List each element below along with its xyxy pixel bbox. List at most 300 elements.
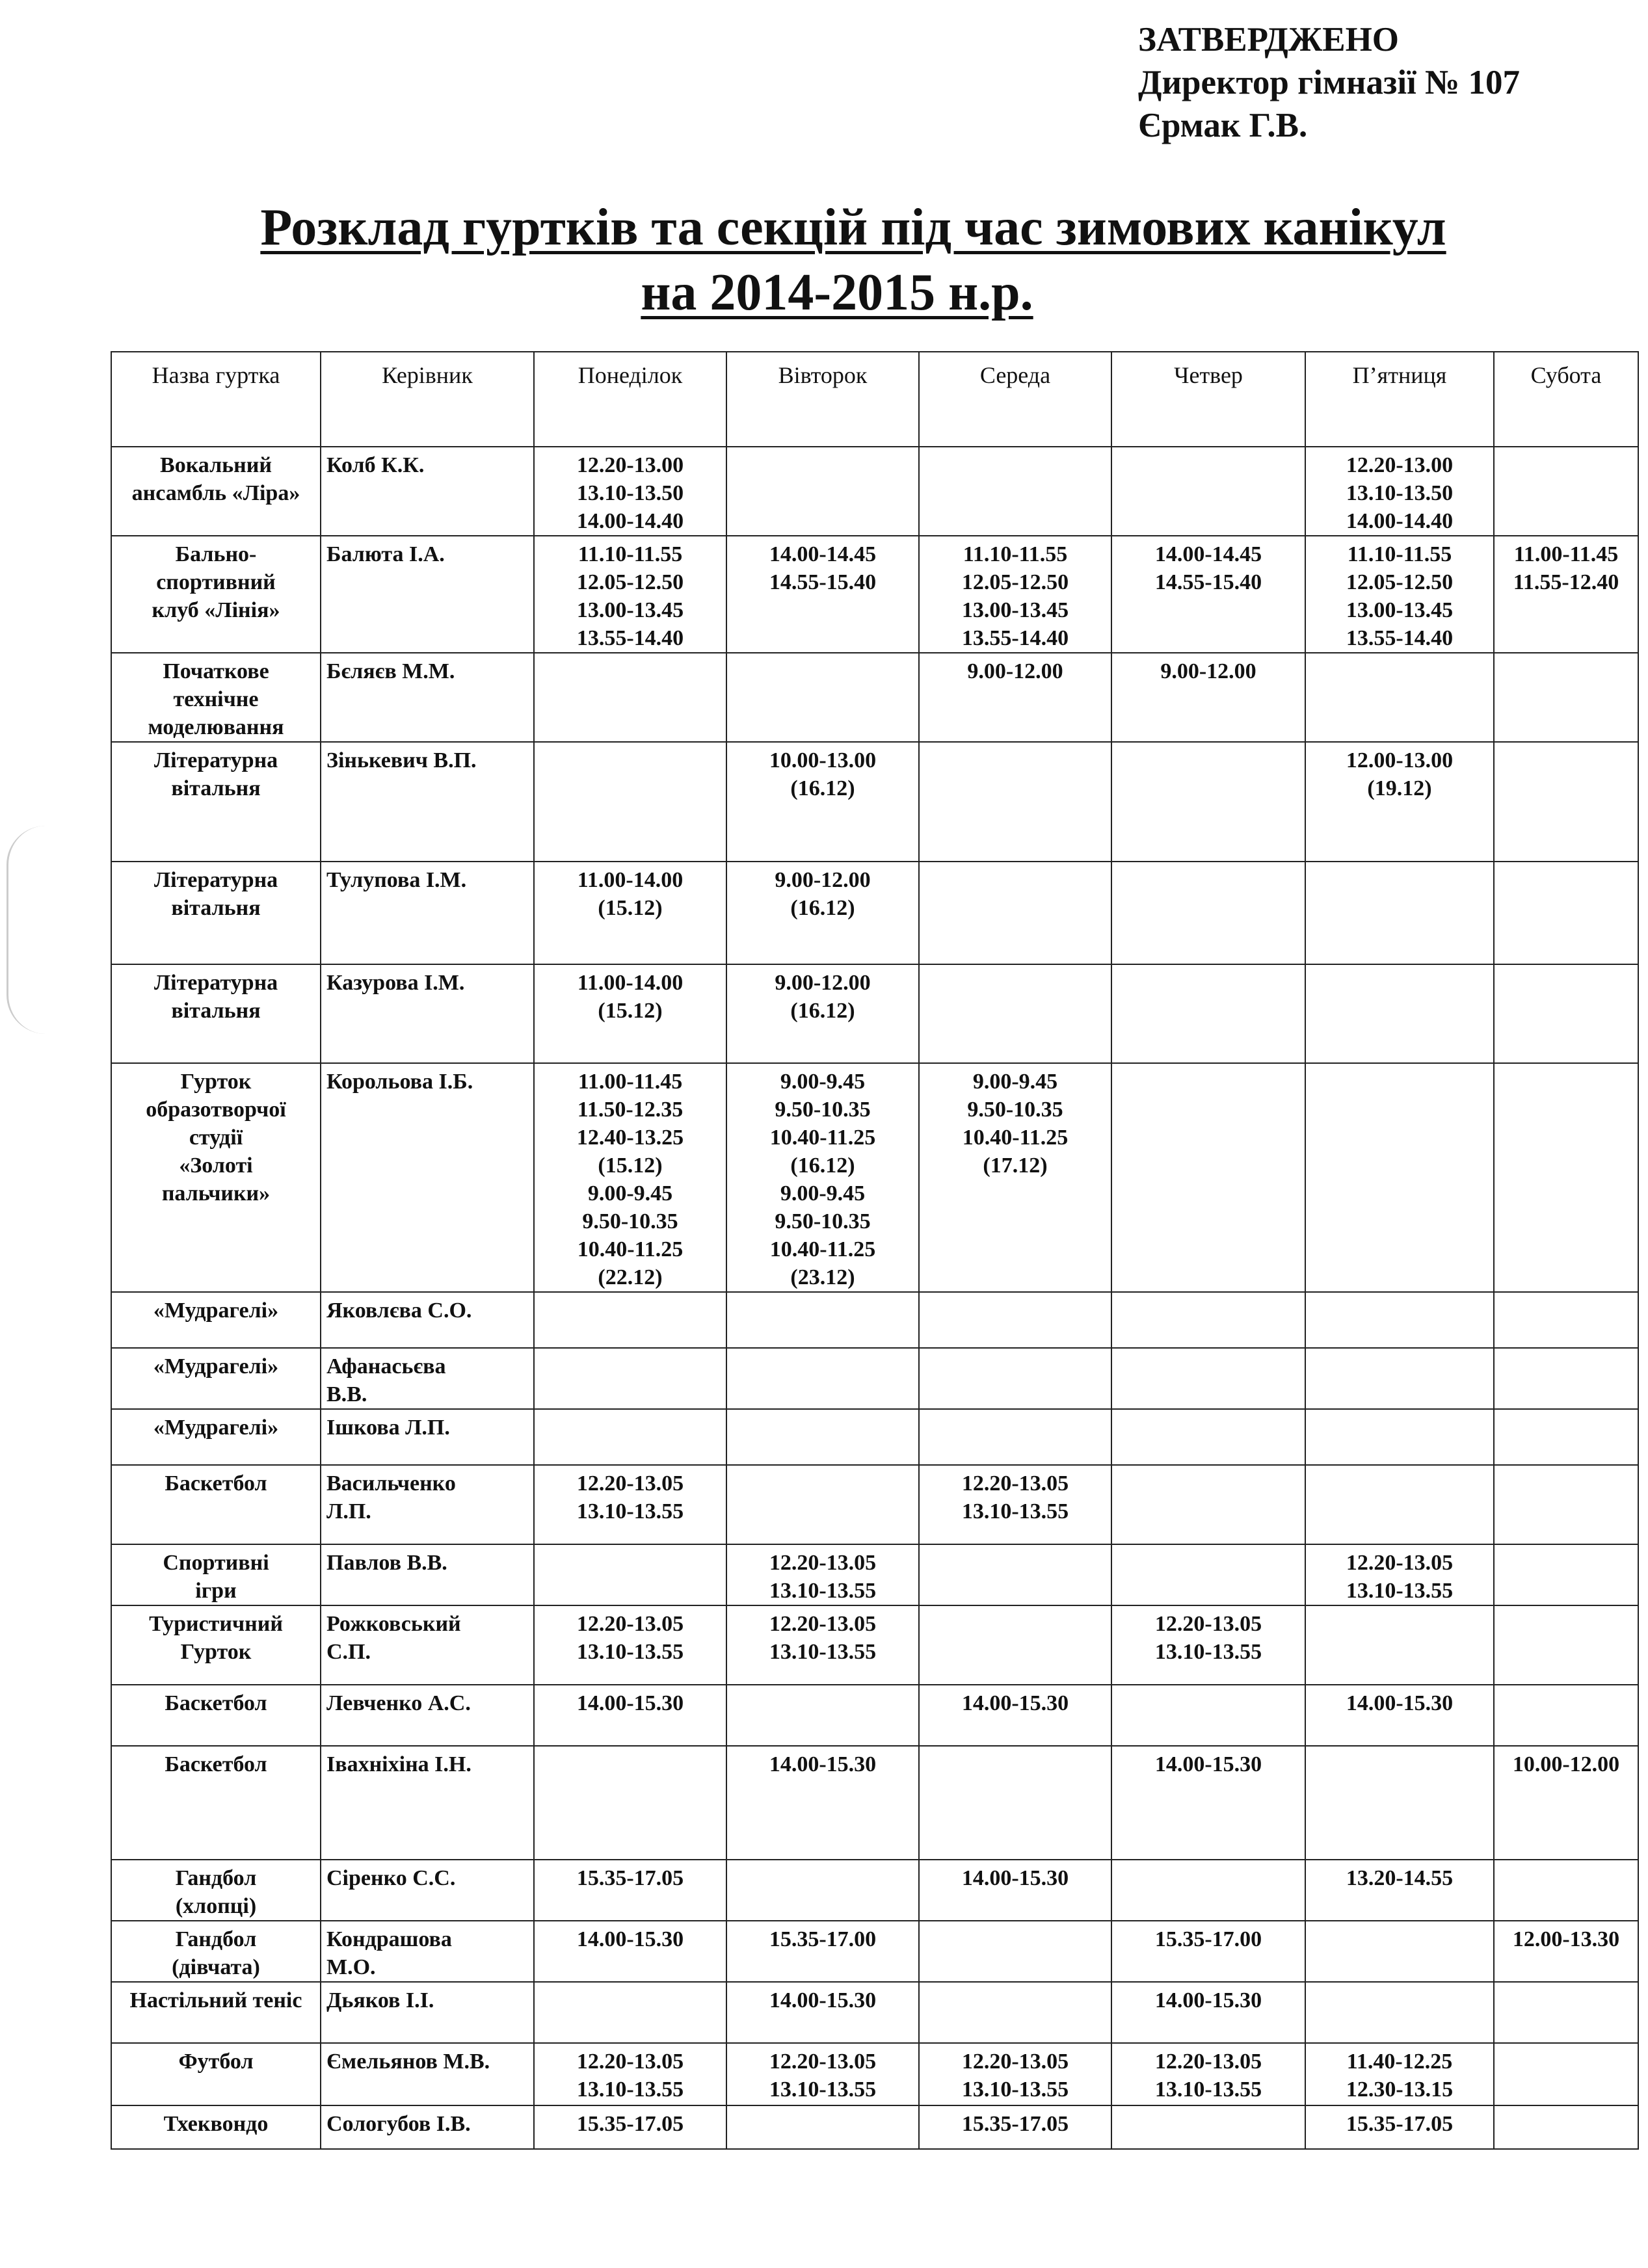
tuesday-time-cell (726, 1292, 919, 1348)
leader-name-line: Рожковський (326, 1612, 461, 1636)
monday-time-cell (534, 1746, 726, 1860)
monday-time-cell (534, 447, 726, 536)
monday-time-cell (534, 1292, 726, 1348)
tuesday-time-cell (726, 447, 919, 536)
thursday-time-cell (1111, 1063, 1305, 1292)
time-slot-line: 14.55-15.40 (769, 570, 877, 594)
leader-cell (321, 964, 534, 1063)
table-row (111, 1544, 1638, 1605)
title-line-2: на 2014-2015 н.р. (641, 264, 1033, 321)
time-slot-line: 14.00-15.30 (1154, 1988, 1262, 2012)
tuesday-time-cell (726, 1746, 919, 1860)
leader-name-line: Зінькевич В.П. (326, 748, 477, 772)
time-slot-line: 13.55-14.40 (576, 626, 684, 650)
monday-time-cell (534, 2043, 726, 2105)
time-slot-line: 12.20-13.05 (1154, 2050, 1262, 2074)
time-slot-line: 9.50-10.35 (967, 1098, 1063, 1122)
leader-cell (321, 742, 534, 862)
club-name-line: Баскетбол (165, 1752, 267, 1776)
leader-cell (321, 653, 534, 742)
club-name-line: Літературна (153, 971, 278, 995)
time-slot-line: 12.20-13.05 (1154, 1612, 1262, 1636)
club-name-line: Тхеквондо (163, 2112, 269, 2136)
friday-time-cell (1305, 1409, 1494, 1465)
saturday-time-cell (1494, 447, 1638, 536)
club-name-line: Вокальний (160, 453, 272, 477)
time-slot-line: 9.50-10.35 (775, 1209, 871, 1233)
leader-name-line: Павлов В.В. (326, 1551, 447, 1575)
table-row (111, 2105, 1638, 2149)
club-name-cell (111, 1605, 321, 1685)
time-slot-line: 14.55-15.40 (1154, 570, 1262, 594)
column-header-thursday: Четвер (1111, 352, 1305, 447)
wednesday-time-cell (919, 742, 1111, 862)
time-slot-line: 12.20-13.05 (1346, 1551, 1454, 1575)
club-name-line: технічне (173, 687, 259, 711)
tuesday-time-cell (726, 1348, 919, 1409)
time-slot-line: (22.12) (598, 1265, 663, 1289)
saturday-time-cell (1494, 862, 1638, 964)
saturday-time-cell (1494, 742, 1638, 862)
club-name-cell (111, 1746, 321, 1860)
table-row (111, 1465, 1638, 1544)
monday-time-cell (534, 1605, 726, 1685)
monday-time-cell (534, 1544, 726, 1605)
time-slot-line: 13.00-13.45 (576, 598, 684, 622)
thursday-time-cell (1111, 1348, 1305, 1409)
club-name-cell (111, 2105, 321, 2149)
time-slot-line: 13.10-13.50 (576, 481, 684, 505)
leader-name-line: Балюта І.А. (326, 542, 445, 566)
friday-time-cell (1305, 1746, 1494, 1860)
wednesday-time-cell (919, 2043, 1111, 2105)
time-slot-line: 14.00-14.40 (1346, 509, 1454, 533)
time-slot-line: 12.05-12.50 (1346, 570, 1454, 594)
table-row (111, 742, 1638, 862)
wednesday-time-cell (919, 447, 1111, 536)
club-name-line: студії (189, 1126, 243, 1150)
time-slot-line: 13.10-13.50 (1346, 481, 1454, 505)
wednesday-time-cell (919, 1063, 1111, 1292)
club-name-line: Настільний теніс (129, 1988, 302, 2012)
time-slot-line: 9.00-9.45 (972, 1070, 1058, 1094)
time-slot-line: 9.50-10.35 (775, 1098, 871, 1122)
time-slot-line: 14.00-15.30 (576, 1927, 684, 1951)
monday-time-cell (534, 1921, 726, 1982)
time-slot-line: 12.20-13.05 (769, 2050, 877, 2074)
table-header-row (111, 352, 1638, 447)
table-row (111, 862, 1638, 964)
tuesday-time-cell (726, 1860, 919, 1921)
table-row (111, 1348, 1638, 1409)
table-row (111, 1685, 1638, 1746)
table-row (111, 964, 1638, 1063)
time-slot-line: (16.12) (790, 776, 855, 800)
table-row (111, 1921, 1638, 1982)
club-name-cell (111, 653, 321, 742)
club-name-line: Туристичний (149, 1612, 283, 1636)
time-slot-line: 14.00-14.45 (769, 542, 877, 566)
time-slot-line: 13.10-13.55 (769, 2077, 877, 2102)
time-slot-line: 9.00-12.00 (775, 971, 871, 995)
table-row (111, 447, 1638, 536)
wednesday-time-cell (919, 653, 1111, 742)
leader-cell (321, 1409, 534, 1465)
thursday-time-cell (1111, 1982, 1305, 2043)
friday-time-cell (1305, 862, 1494, 964)
time-slot-line: 11.10-11.55 (1347, 542, 1452, 566)
club-name-line: спортивний (156, 570, 276, 594)
monday-time-cell (534, 1063, 726, 1292)
club-name-line: вітальня (171, 999, 261, 1023)
time-slot-line: 10.40-11.25 (769, 1126, 876, 1150)
club-name-cell (111, 536, 321, 653)
club-name-line: Баскетбол (165, 1471, 267, 1496)
time-slot-line: 11.00-11.45 (1513, 542, 1619, 566)
leader-cell (321, 2043, 534, 2105)
club-name-line: Літературна (153, 868, 278, 892)
leader-cell (321, 1746, 534, 1860)
time-slot-line: 14.00-15.30 (769, 1752, 877, 1776)
time-slot-line: 13.00-13.45 (961, 598, 1069, 622)
leader-cell (321, 1860, 534, 1921)
club-name-line: ансамбль «Ліра» (131, 481, 300, 505)
time-slot-line: 12.20-13.00 (576, 453, 684, 477)
time-slot-line: 12.20-13.00 (1346, 453, 1454, 477)
time-slot-line: 12.20-13.05 (769, 1612, 877, 1636)
time-slot-line: 13.10-13.55 (769, 1579, 877, 1603)
club-name-line: «Мудрагелі» (153, 1354, 279, 1378)
time-slot-line: 13.55-14.40 (1346, 626, 1454, 650)
thursday-time-cell (1111, 1292, 1305, 1348)
time-slot-line: 14.00-15.30 (576, 1691, 684, 1715)
club-name-line: моделювання (148, 715, 284, 739)
leader-cell (321, 1292, 534, 1348)
monday-time-cell (534, 1348, 726, 1409)
leader-name-line: Кондрашова (326, 1927, 452, 1951)
saturday-time-cell (1494, 1921, 1638, 1982)
monday-time-cell (534, 653, 726, 742)
friday-time-cell (1305, 1544, 1494, 1605)
wednesday-time-cell (919, 862, 1111, 964)
club-name-cell (111, 2043, 321, 2105)
leader-cell (321, 1605, 534, 1685)
time-slot-line: 9.50-10.35 (582, 1209, 678, 1233)
time-slot-line: 15.35-17.05 (576, 2112, 684, 2136)
thursday-time-cell (1111, 1409, 1305, 1465)
time-slot-line: 12.05-12.50 (576, 570, 684, 594)
time-slot-line: 14.00-14.45 (1154, 542, 1262, 566)
saturday-time-cell (1494, 1982, 1638, 2043)
club-name-cell (111, 964, 321, 1063)
column-header-leader: Керівник (321, 352, 534, 447)
approval-stamp (1138, 18, 1520, 147)
leader-name-line: В.В. (326, 1382, 367, 1406)
time-slot-line: 14.00-15.30 (1154, 1752, 1262, 1776)
time-slot-line: 13.10-13.55 (961, 1499, 1069, 1523)
leader-name-line: Л.П. (326, 1499, 371, 1523)
leader-cell (321, 1685, 534, 1746)
time-slot-line: (23.12) (790, 1265, 855, 1289)
approval-line-approved: ЗАТВЕРДЖЕНО (1138, 21, 1400, 59)
monday-time-cell (534, 742, 726, 862)
leader-name-line: С.П. (326, 1640, 371, 1664)
wednesday-time-cell (919, 536, 1111, 653)
table-row (111, 1982, 1638, 2043)
thursday-time-cell (1111, 1465, 1305, 1544)
friday-time-cell (1305, 742, 1494, 862)
tuesday-time-cell (726, 1605, 919, 1685)
time-slot-line: 9.00-9.45 (780, 1181, 866, 1206)
monday-time-cell (534, 1409, 726, 1465)
leader-name-line: Бєляєв М.М. (326, 659, 455, 683)
time-slot-line: 13.10-13.55 (1346, 1579, 1454, 1603)
time-slot-line: 12.20-13.05 (961, 1471, 1069, 1496)
time-slot-line: 12.30-13.15 (1346, 2077, 1454, 2102)
leader-name-line: Колб К.К. (326, 453, 425, 477)
friday-time-cell (1305, 1292, 1494, 1348)
club-name-line: «Золоті (179, 1154, 253, 1178)
monday-time-cell (534, 1685, 726, 1746)
tuesday-time-cell (726, 1409, 919, 1465)
wednesday-time-cell (919, 1292, 1111, 1348)
leader-cell (321, 1063, 534, 1292)
time-slot-line: (15.12) (598, 1154, 663, 1178)
time-slot-line: 11.10-11.55 (963, 542, 1068, 566)
leader-cell (321, 1348, 534, 1409)
time-slot-line: 12.20-13.05 (576, 2050, 684, 2074)
thursday-time-cell (1111, 742, 1305, 862)
leader-cell (321, 2105, 534, 2149)
tuesday-time-cell (726, 964, 919, 1063)
time-slot-line: 13.10-13.55 (1154, 2077, 1262, 2102)
club-name-line: Спортивні (163, 1551, 269, 1575)
club-name-line: Літературна (153, 748, 278, 772)
friday-time-cell (1305, 1063, 1494, 1292)
time-slot-line: 13.10-13.55 (576, 1499, 684, 1523)
club-name-cell (111, 1063, 321, 1292)
time-slot-line: 13.00-13.45 (1346, 598, 1454, 622)
saturday-time-cell (1494, 1063, 1638, 1292)
tuesday-time-cell (726, 1921, 919, 1982)
monday-time-cell (534, 1465, 726, 1544)
thursday-time-cell (1111, 1544, 1305, 1605)
club-name-line: образотворчої (146, 1098, 286, 1122)
leader-cell (321, 536, 534, 653)
tuesday-time-cell (726, 1685, 919, 1746)
thursday-time-cell (1111, 1605, 1305, 1685)
saturday-time-cell (1494, 1348, 1638, 1409)
time-slot-line: 9.00-9.45 (587, 1181, 673, 1206)
approval-line-position: Директор гімназії № 107 (1138, 64, 1521, 101)
club-name-cell (111, 1982, 321, 2043)
saturday-time-cell (1494, 1292, 1638, 1348)
club-name-cell (111, 742, 321, 862)
leader-name-line: Казурова І.М. (326, 971, 465, 995)
time-slot-line: 13.10-13.55 (769, 1640, 877, 1664)
table-row (111, 1605, 1638, 1685)
club-name-line: «Мудрагелі» (153, 1416, 279, 1440)
thursday-time-cell (1111, 1860, 1305, 1921)
schedule-table (111, 351, 1639, 2150)
friday-time-cell (1305, 653, 1494, 742)
leader-name-line: М.О. (326, 1955, 376, 1979)
saturday-time-cell (1494, 1465, 1638, 1544)
wednesday-time-cell (919, 2105, 1111, 2149)
time-slot-line: 15.35-17.05 (961, 2112, 1069, 2136)
club-name-line: Бально- (175, 542, 257, 566)
tuesday-time-cell (726, 742, 919, 862)
time-slot-line: 12.20-13.05 (769, 1551, 877, 1575)
tuesday-time-cell (726, 862, 919, 964)
club-name-line: Гандбол (175, 1866, 257, 1890)
saturday-time-cell (1494, 964, 1638, 1063)
club-name-line: вітальня (171, 776, 261, 800)
club-name-line: вітальня (171, 896, 261, 920)
club-name-line: Баскетбол (165, 1691, 267, 1715)
time-slot-line: 12.20-13.05 (576, 1471, 684, 1496)
tuesday-time-cell (726, 1465, 919, 1544)
saturday-time-cell (1494, 1409, 1638, 1465)
friday-time-cell (1305, 1982, 1494, 2043)
time-slot-line: 15.35-17.00 (769, 1927, 877, 1951)
saturday-time-cell (1494, 1544, 1638, 1605)
time-slot-line: 13.10-13.55 (576, 2077, 684, 2102)
club-name-line: (дівчата) (172, 1955, 260, 1979)
time-slot-line: (15.12) (598, 999, 663, 1023)
club-name-line: Гурток (180, 1640, 252, 1664)
saturday-time-cell (1494, 1685, 1638, 1746)
monday-time-cell (534, 1982, 726, 2043)
friday-time-cell (1305, 536, 1494, 653)
club-name-line: клуб «Лінія» (152, 598, 280, 622)
time-slot-line: 14.00-14.40 (576, 509, 684, 533)
friday-time-cell (1305, 2043, 1494, 2105)
table-row (111, 1409, 1638, 1465)
time-slot-line: 14.00-15.30 (1346, 1691, 1454, 1715)
column-header-saturday: Субота (1494, 352, 1638, 447)
saturday-time-cell (1494, 1746, 1638, 1860)
column-header-tuesday: Вівторок (726, 352, 919, 447)
time-slot-line: 10.40-11.25 (769, 1237, 876, 1261)
friday-time-cell (1305, 1465, 1494, 1544)
leader-name-line: Дьяков І.І. (326, 1988, 434, 2012)
tuesday-time-cell (726, 2043, 919, 2105)
wednesday-time-cell (919, 1746, 1111, 1860)
time-slot-line: 13.20-14.55 (1346, 1866, 1454, 1890)
saturday-time-cell (1494, 2105, 1638, 2149)
thursday-time-cell (1111, 964, 1305, 1063)
time-slot-line: 14.00-15.30 (769, 1988, 877, 2012)
time-slot-line: 12.20-13.05 (961, 2050, 1069, 2074)
time-slot-line: 12.00-13.00 (1346, 748, 1454, 772)
friday-time-cell (1305, 1348, 1494, 1409)
page-title (0, 195, 1648, 325)
time-slot-line: 13.10-13.55 (961, 2077, 1069, 2102)
leader-name-line: Яковлєва С.О. (326, 1299, 472, 1323)
time-slot-line: 9.00-12.00 (775, 868, 871, 892)
leader-name-line: Івахніхіна І.Н. (326, 1752, 472, 1776)
table-row (111, 1860, 1638, 1921)
club-name-cell (111, 447, 321, 536)
wednesday-time-cell (919, 1982, 1111, 2043)
friday-time-cell (1305, 1860, 1494, 1921)
thursday-time-cell (1111, 653, 1305, 742)
scan-margin-mark (7, 826, 73, 1034)
leader-cell (321, 862, 534, 964)
saturday-time-cell (1494, 1605, 1638, 1685)
club-name-cell (111, 1465, 321, 1544)
time-slot-line: 15.35-17.05 (576, 1866, 684, 1890)
club-name-cell (111, 1921, 321, 1982)
saturday-time-cell (1494, 536, 1638, 653)
tuesday-time-cell (726, 1982, 919, 2043)
leader-name-line: Корольова І.Б. (326, 1070, 473, 1094)
tuesday-time-cell (726, 653, 919, 742)
monday-time-cell (534, 1860, 726, 1921)
wednesday-time-cell (919, 964, 1111, 1063)
tuesday-time-cell (726, 1544, 919, 1605)
wednesday-time-cell (919, 1409, 1111, 1465)
time-slot-line: 15.35-17.00 (1154, 1927, 1262, 1951)
leader-name-line: Сологубов І.В. (326, 2112, 471, 2136)
club-name-cell (111, 1685, 321, 1746)
wednesday-time-cell (919, 1921, 1111, 1982)
thursday-time-cell (1111, 2043, 1305, 2105)
time-slot-line: (17.12) (983, 1154, 1048, 1178)
leader-name-line: Васильченко (326, 1471, 456, 1496)
time-slot-line: 9.00-9.45 (780, 1070, 866, 1094)
leader-cell (321, 1465, 534, 1544)
time-slot-line: 10.00-12.00 (1512, 1752, 1620, 1776)
table-row (111, 653, 1638, 742)
approval-line-signatory: Єрмак Г.В. (1138, 107, 1308, 144)
leader-name-line: Ішкова Л.П. (326, 1416, 450, 1440)
leader-cell (321, 1544, 534, 1605)
time-slot-line: 12.00-13.30 (1512, 1927, 1620, 1951)
wednesday-time-cell (919, 1465, 1111, 1544)
column-header-friday: П’ятниця (1305, 352, 1494, 447)
time-slot-line: 10.00-13.00 (769, 748, 877, 772)
club-name-line: Футбол (178, 2050, 254, 2074)
club-name-cell (111, 1544, 321, 1605)
leader-cell (321, 1921, 534, 1982)
club-name-line: ігри (195, 1579, 237, 1603)
thursday-time-cell (1111, 447, 1305, 536)
time-slot-line: (19.12) (1367, 776, 1432, 800)
club-name-line: Початкове (163, 659, 269, 683)
club-name-line: пальчики» (161, 1181, 271, 1206)
wednesday-time-cell (919, 1544, 1111, 1605)
time-slot-line: 13.55-14.40 (961, 626, 1069, 650)
time-slot-line: 11.55-12.40 (1513, 570, 1619, 594)
time-slot-line: 11.50-12.35 (577, 1098, 684, 1122)
column-header-monday: Понеділок (534, 352, 726, 447)
friday-time-cell (1305, 964, 1494, 1063)
table-row (111, 1746, 1638, 1860)
time-slot-line: 10.40-11.25 (962, 1126, 1069, 1150)
time-slot-line: 11.00-11.45 (578, 1070, 683, 1094)
club-name-cell (111, 1409, 321, 1465)
time-slot-line: (16.12) (790, 896, 855, 920)
time-slot-line: 13.10-13.55 (1154, 1640, 1262, 1664)
club-name-cell (111, 862, 321, 964)
time-slot-line: 12.40-13.25 (576, 1126, 684, 1150)
club-name-line: Гурток (180, 1070, 252, 1094)
table-row (111, 1292, 1638, 1348)
thursday-time-cell (1111, 1685, 1305, 1746)
club-name-cell (111, 1292, 321, 1348)
